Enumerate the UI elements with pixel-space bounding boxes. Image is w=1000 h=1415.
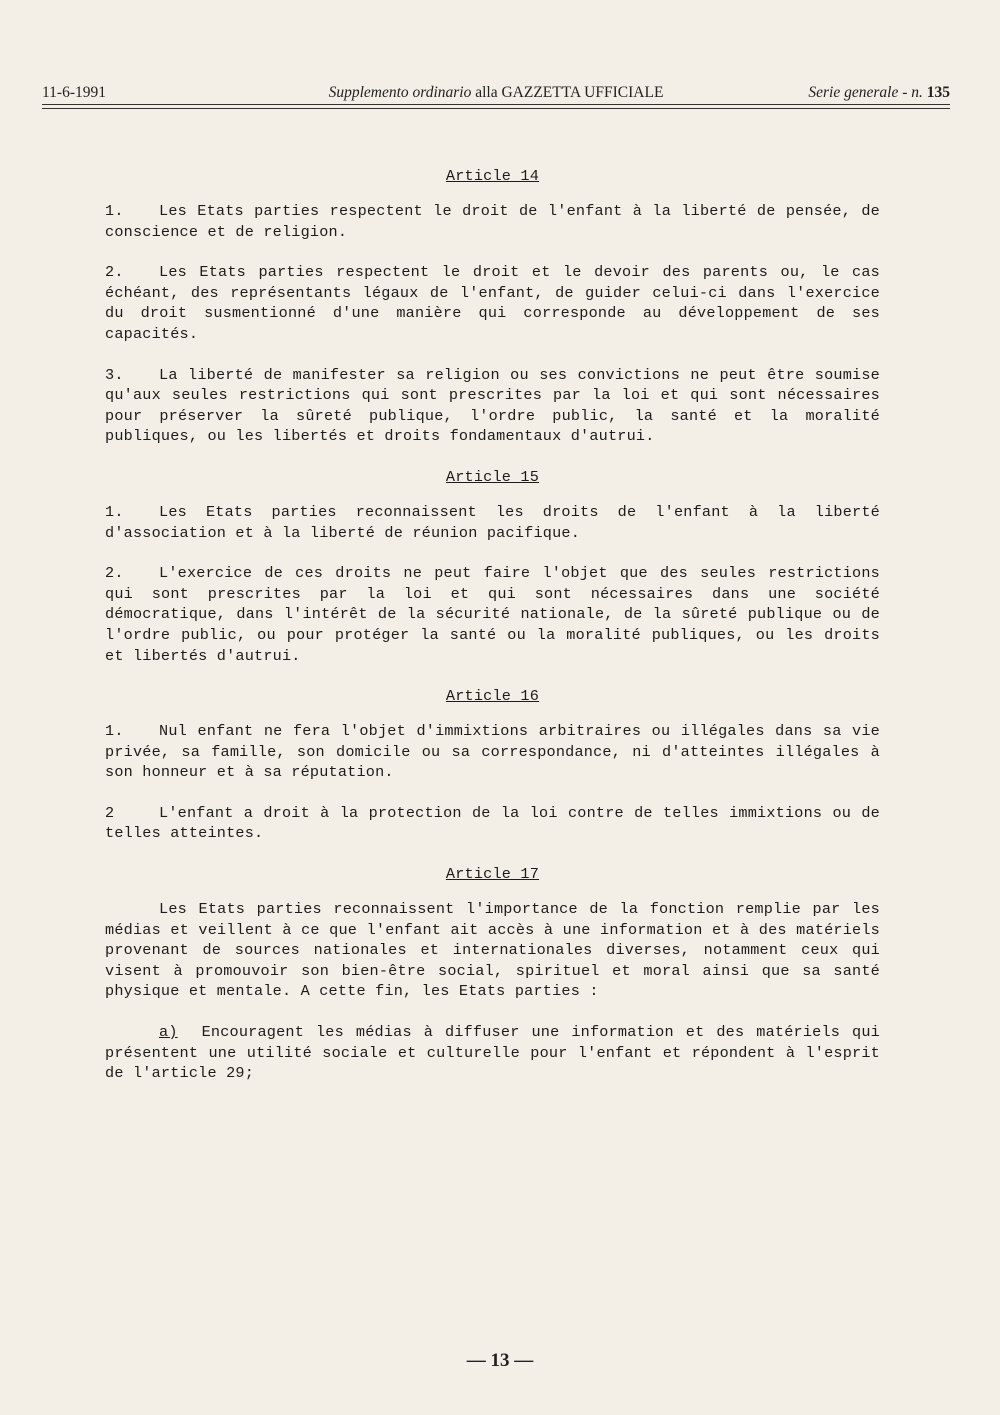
header-series	[808, 84, 950, 102]
paragraph-text: L'exercice de ces droits ne peut faire l'objet que des seules restrictions qui sont prescrites par la loi et qui sont nécessaires dans une société démocratique, dans l'intérêt de la sécurité nationale, de la sûreté publique ou de l'ordre public, ou pour protéger la santé ou la moralité publiques, ou les droits et libertés d'autrui.	[105, 564, 880, 665]
article-title: Article 17	[445, 865, 540, 884]
paragraph-number: 1.	[105, 722, 124, 741]
article-title: Article 15	[445, 467, 540, 486]
article-item	[105, 1022, 880, 1084]
article-paragraph	[105, 201, 880, 242]
article-paragraph	[105, 365, 880, 447]
header-publication-name: GAZZETTA UFFICIALE	[501, 84, 664, 101]
article-paragraph	[105, 803, 880, 844]
paragraph-text: Les Etats parties reconnaissent les droits de l'enfant à la liberté d'association et à la liberté de réunion pacifique.	[105, 502, 880, 542]
paragraph-text: La liberté de manifester sa religion ou ses convictions ne peut être soumise qu'aux seules restrictions qui sont prescrites par la loi et qui sont nécessaires pour préserver la sûreté publique, l'ordre public, la santé et la moralité publiques, ou les libertés et droits fondamentaux d'autrui.	[105, 365, 880, 446]
article-paragraph	[105, 721, 880, 783]
article-paragraph	[105, 502, 880, 543]
header-series-label: Serie generale - n.	[808, 84, 923, 101]
document-body	[105, 166, 880, 1084]
paragraph-text: L'enfant a droit à la protection de la loi contre de telles immixtions ou de telles atteintes.	[105, 803, 880, 843]
header-rule-top	[42, 104, 950, 105]
paragraph-number: 2.	[105, 564, 124, 583]
header-date: 11-6-1991	[42, 84, 106, 101]
paragraph-number: 2.	[105, 263, 124, 282]
item-text: Encouragent les médias à diffuser une information et des matériels qui présentent une utilité sociale et culturelle pour l'enfant et répondent à l'esprit de l'article 29;	[105, 1023, 880, 1083]
article-title: Article 16	[445, 687, 540, 706]
header-rule-bottom	[42, 108, 950, 109]
header-issue: 135	[926, 84, 950, 101]
paragraph-text: Les Etats parties respectent le droit et le devoir des parents ou, le cas échéant, des représentants légaux de l'enfant, de guider celui-ci dans l'exercice du droit susmentionné d'une manière qui corresponde au développement de ses capacités.	[105, 263, 880, 343]
header-publication-prefix: Supplemento ordinario	[328, 84, 472, 101]
item-letter: a)	[159, 1023, 178, 1042]
article-title: Article 14	[445, 167, 540, 185]
article-intro: Les Etats parties reconnaissent l'importance de la fonction remplie par les médias et veillent à ce que l'enfant ait accès à une information et à des matériels provenant de sources nationales et internationales diverses, notamment ceux qui visent à promouvoir son bien-être social, spirituel et moral ainsi que sa santé physique et mentale. A cette fin, les Etats parties :	[105, 900, 880, 1001]
paragraph-number: 1.	[105, 502, 124, 521]
page-header	[42, 82, 950, 106]
header-publication-connector: alla	[475, 84, 498, 101]
paragraph-number: 1.	[105, 202, 124, 220]
paragraph-number: 2	[105, 803, 115, 822]
paragraph-text: Les Etats parties respectent le droit de l'enfant à la liberté de pensée, de conscience et de religion.	[105, 202, 880, 241]
article-paragraph	[105, 262, 880, 344]
paragraph-text: Nul enfant ne fera l'objet d'immixtions arbitraires ou illégales dans sa vie privée, sa famille, son domicile ou sa correspondance, ni d'atteintes illégales à son honneur et à sa réputation.	[105, 722, 880, 782]
paragraph-number: 3.	[105, 365, 124, 384]
article-paragraph	[105, 563, 880, 666]
page-number: — 13 —	[466, 1350, 534, 1371]
